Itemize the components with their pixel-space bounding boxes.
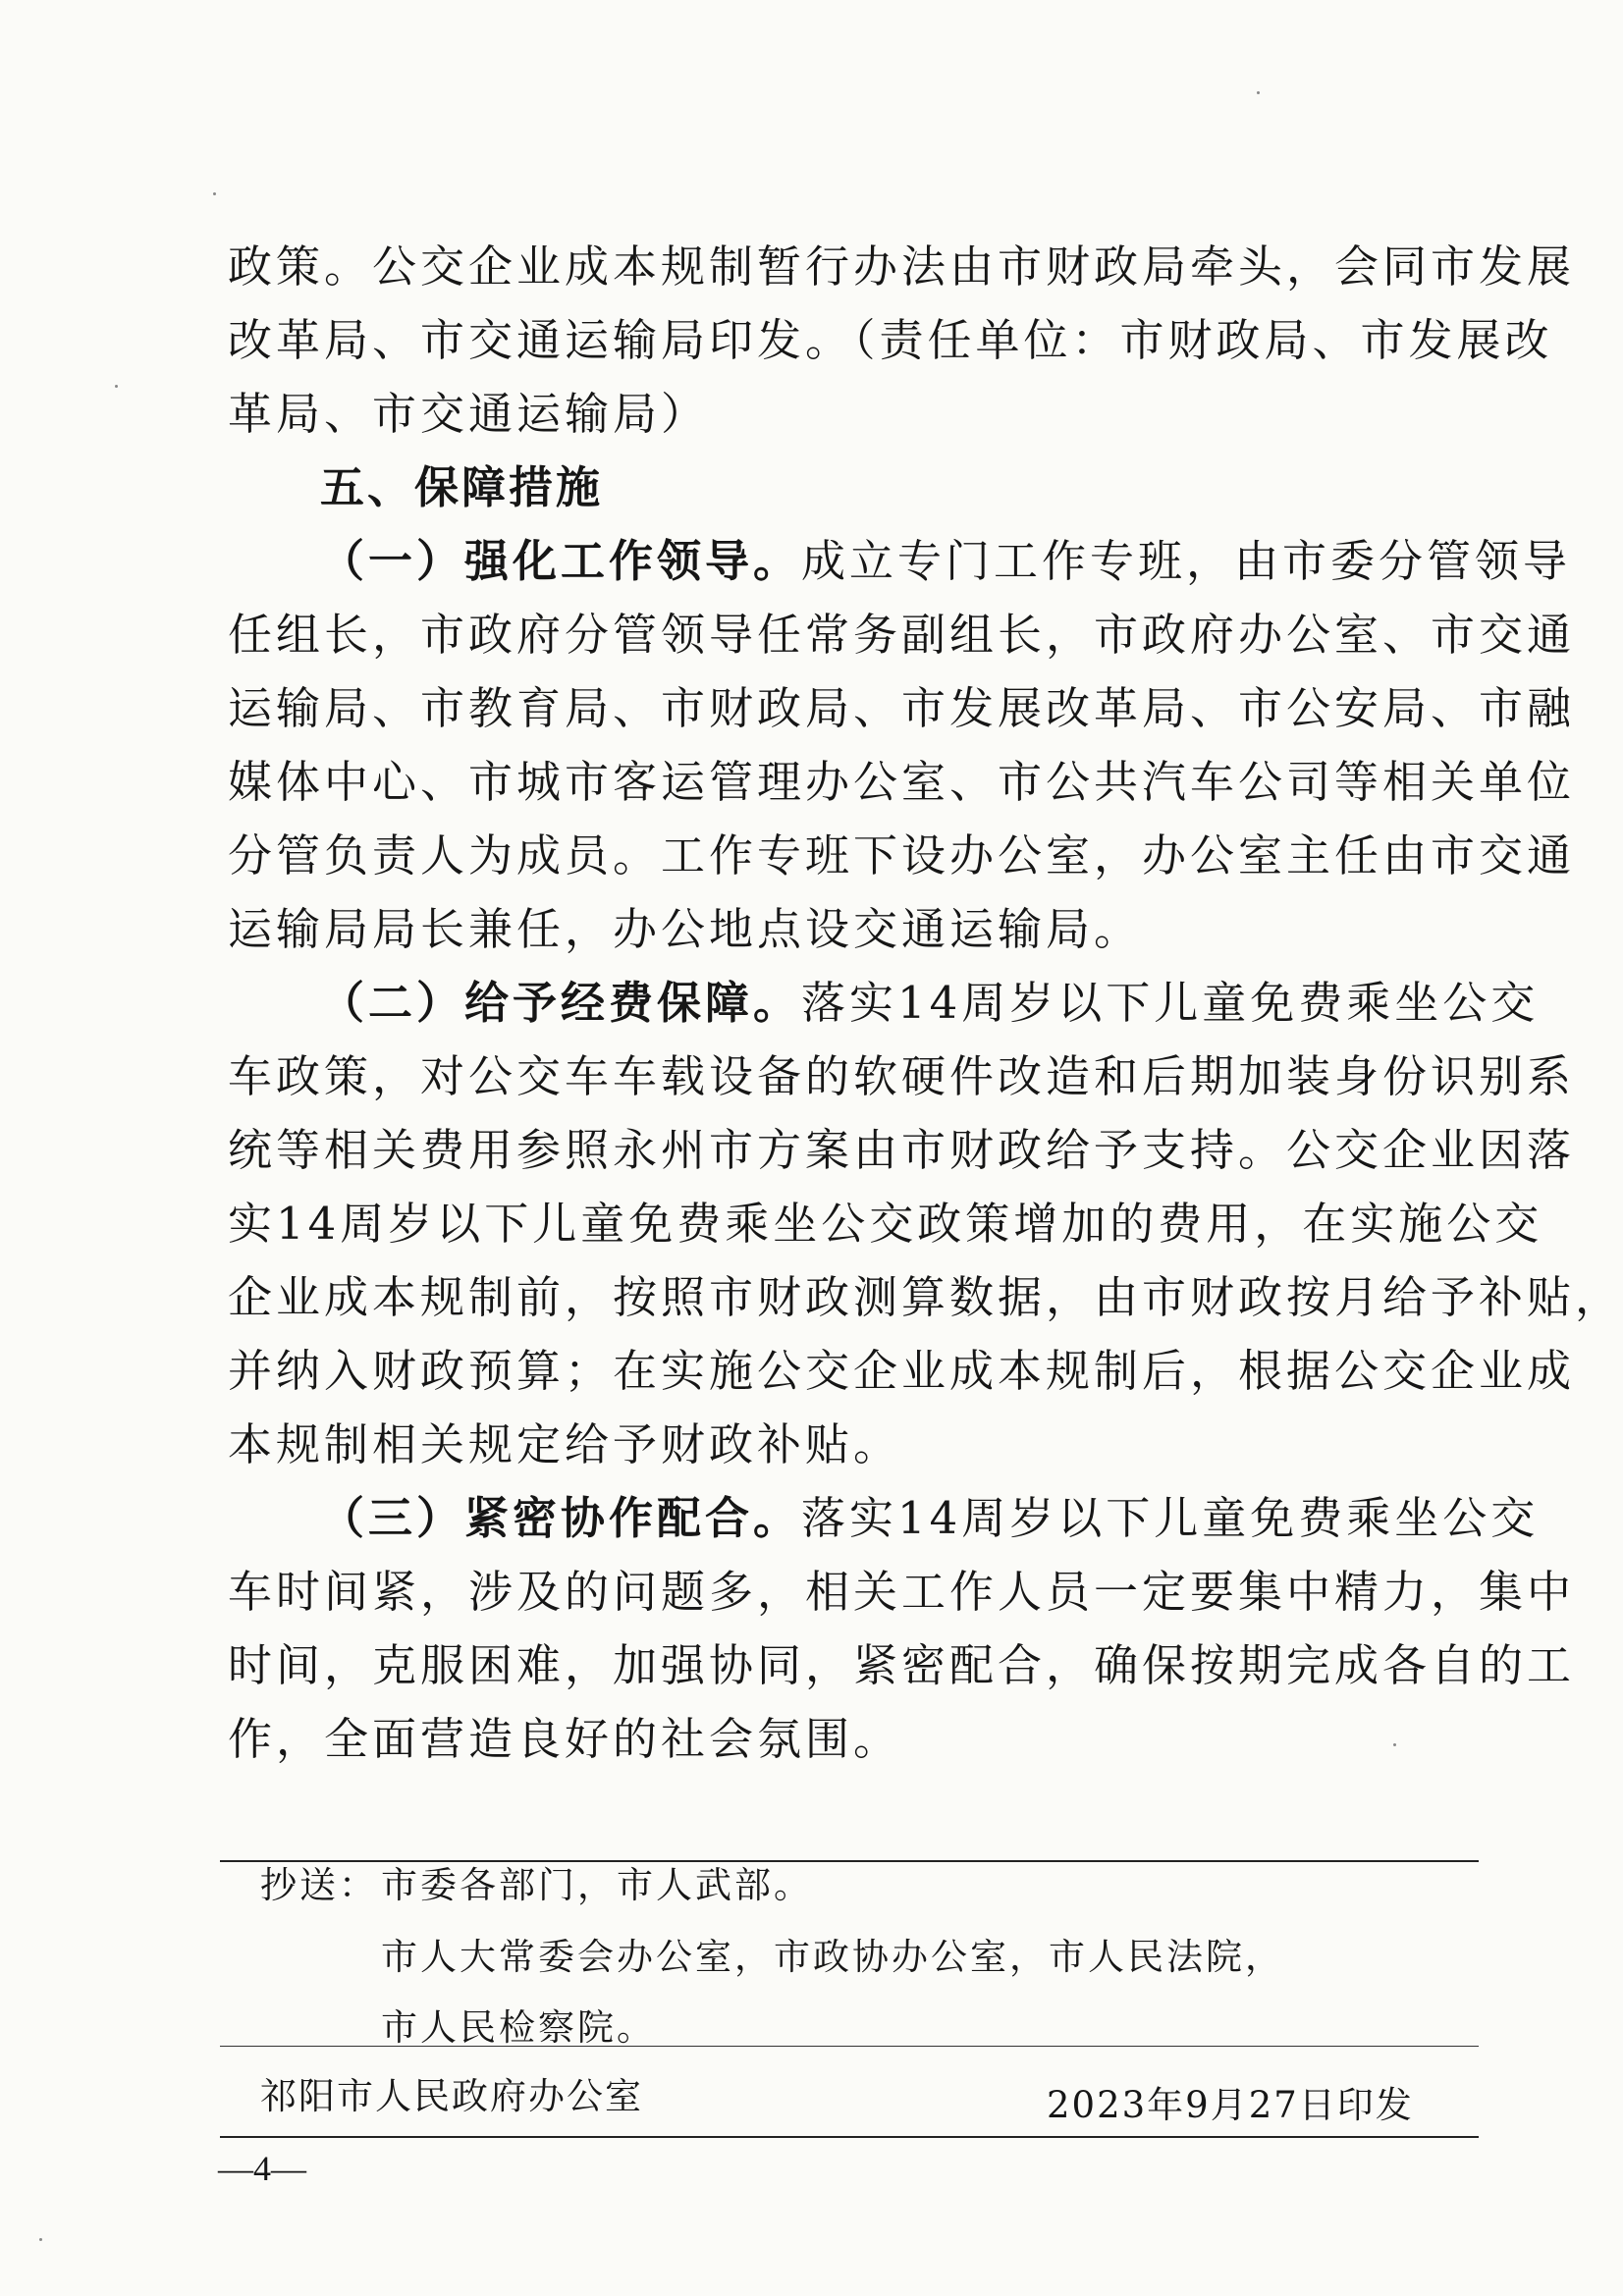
- item-first-line: [320, 974, 1540, 1033]
- body-line: 分管负责人为成员。工作专班下设办公室，办公室主任由市交通: [228, 829, 1576, 881]
- divider-middle: [220, 2046, 1479, 2047]
- item-title: （二）给予经费保障。: [320, 977, 802, 1029]
- scan-speck: [1393, 1743, 1396, 1746]
- item-first-line: [320, 1489, 1540, 1548]
- item-text: 成立专门工作专班，由市委分管领导: [801, 535, 1572, 587]
- body-line: 车政策，对公交车车载设备的软硬件改造和后期加装身份识别系: [228, 1050, 1576, 1102]
- body-line: 实14周岁以下儿童免费乘坐公交政策增加的费用，在实施公交: [228, 1198, 1543, 1250]
- body-line: 政策。公交企业成本规制暂行办法由市财政局牵头，会同市发展: [228, 240, 1576, 293]
- body-line: 革局、市交通运输局）: [228, 388, 710, 440]
- body-line: 企业成本规制前，按照市财政测算数据，由市财政按月给予补贴，: [228, 1271, 1623, 1323]
- cc-label: 抄送：: [260, 1864, 378, 1906]
- issue-date: 2023年9月27日印发: [1047, 2084, 1414, 2126]
- body-line: 车时间紧，涉及的问题多，相关工作人员一定要集中精力，集中: [228, 1566, 1576, 1618]
- item-text: 落实14周岁以下儿童免费乘坐公交: [801, 1492, 1540, 1544]
- divider-bottom: [220, 2136, 1479, 2138]
- item-title: （三）紧密协作配合。: [320, 1492, 802, 1544]
- item-title: （一）强化工作领导。: [320, 535, 802, 587]
- issuer: 祁阳市人民政府办公室: [260, 2075, 643, 2117]
- scan-speck: [1257, 91, 1260, 94]
- section-heading: 五、保障措施: [320, 461, 604, 513]
- body-line: 运输局局长兼任，办公地点设交通运输局。: [228, 903, 1143, 955]
- scan-speck: [115, 385, 118, 388]
- body-line: 并纳入财政预算；在实施公交企业成本规制后，根据公交企业成: [228, 1345, 1576, 1397]
- page-number: —4—: [218, 2149, 306, 2188]
- cc-line: 市委各部门，市人武部。: [381, 1864, 813, 1906]
- body-line: 统等相关费用参照永州市方案由市财政给予支持。公交企业因落: [228, 1124, 1576, 1176]
- body-line: 作，全面营造良好的社会氛围。: [228, 1713, 902, 1765]
- body-line: 媒体中心、市城市客运管理办公室、市公共汽车公司等相关单位: [228, 756, 1576, 808]
- body-line: 时间，克服困难，加强协同，紧密配合，确保按期完成各自的工: [228, 1639, 1576, 1691]
- body-line: 改革局、市交通运输局印发。（责任单位：市财政局、市发展改: [228, 314, 1553, 366]
- scan-speck: [39, 2238, 42, 2241]
- item-text: 落实14周岁以下儿童免费乘坐公交: [801, 977, 1540, 1029]
- scan-speck: [213, 192, 216, 195]
- cc-line: 市人大常委会办公室，市政协办公室，市人民法院，: [381, 1936, 1284, 1978]
- body-line: 任组长，市政府分管领导任常务副组长，市政府办公室、市交通: [228, 609, 1576, 661]
- item-first-line: [320, 532, 1572, 591]
- cc-line: 市人民检察院。: [381, 2006, 656, 2049]
- body-line: 运输局、市教育局、市财政局、市发展改革局、市公安局、市融: [228, 682, 1576, 734]
- body-line: 本规制相关规定给予财政补贴。: [228, 1418, 902, 1470]
